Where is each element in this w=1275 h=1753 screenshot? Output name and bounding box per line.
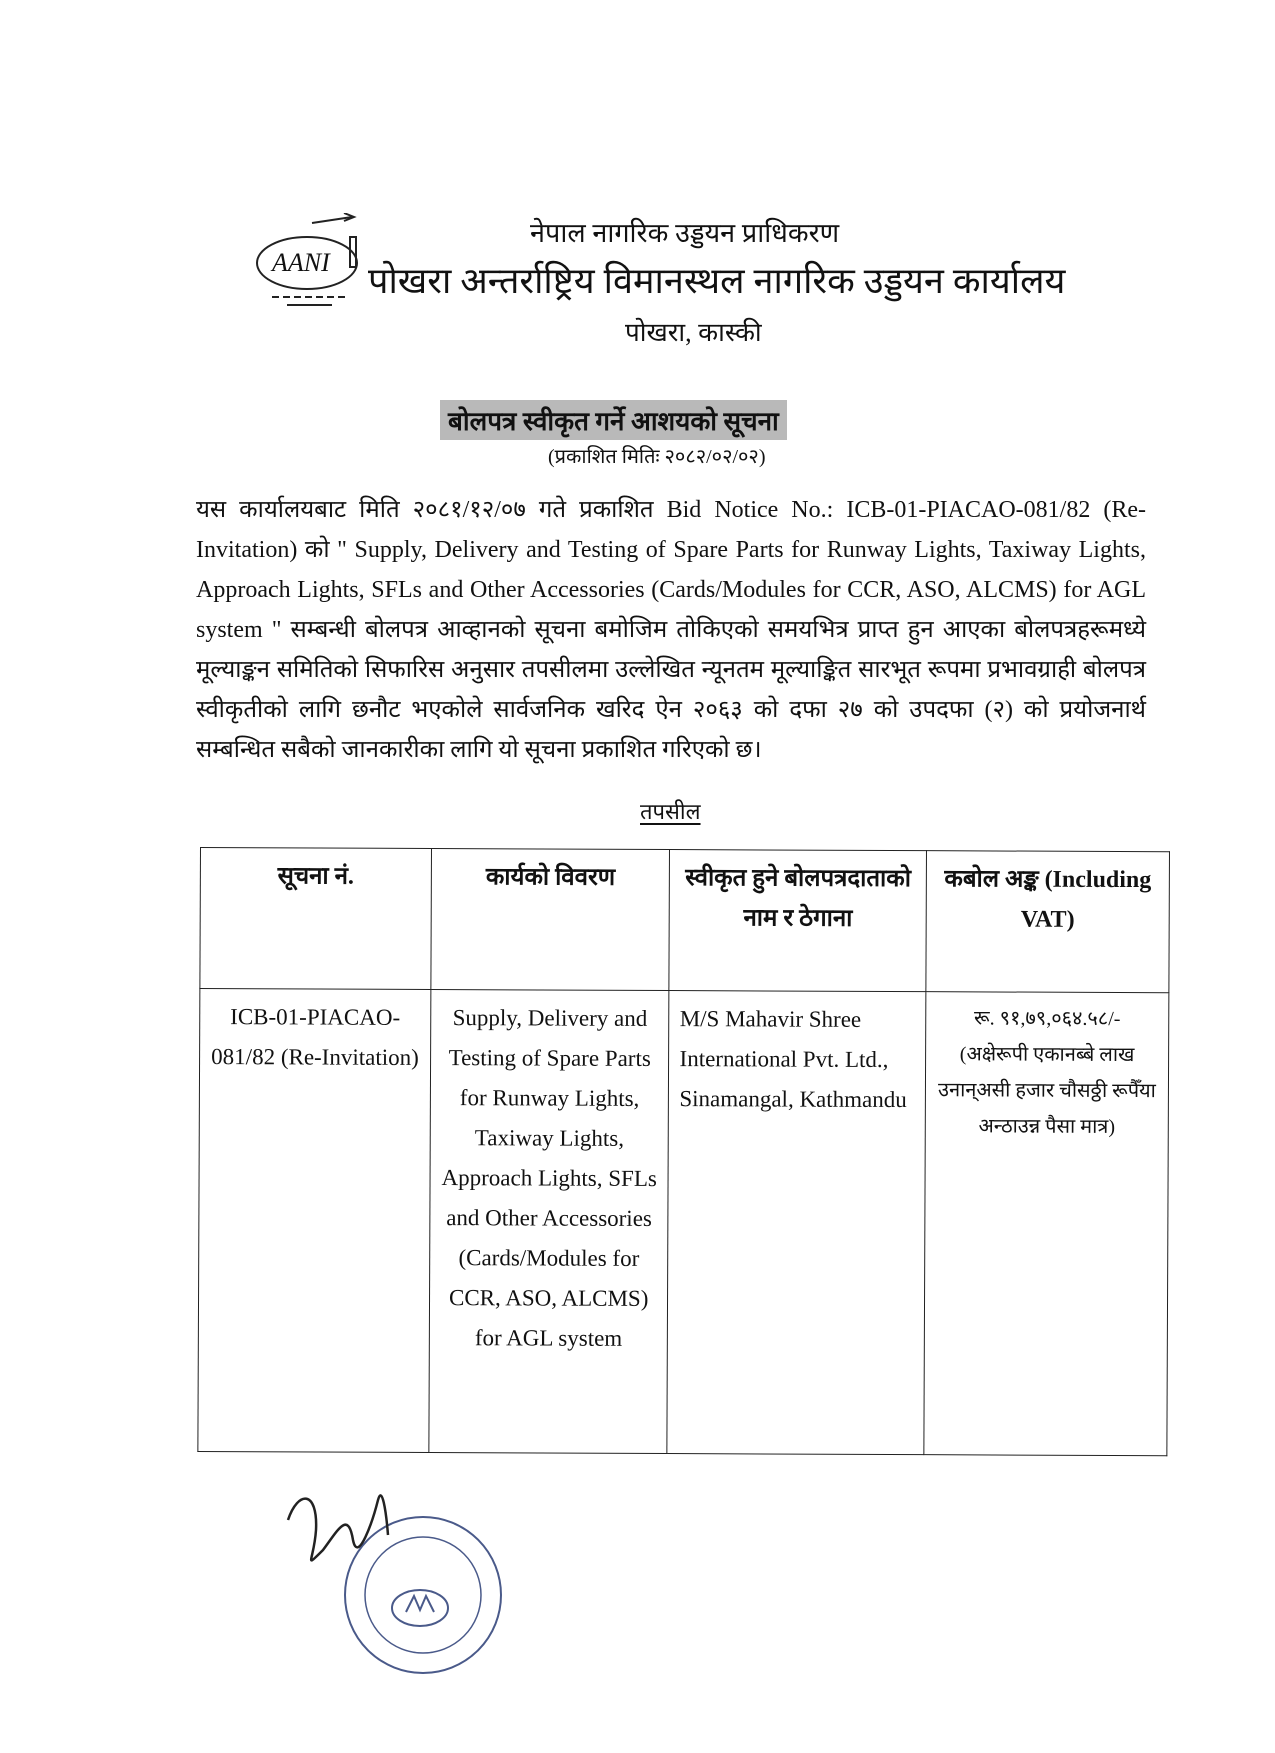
notice-title: बोलपत्र स्वीकृत गर्ने आशयको सूचना: [440, 400, 787, 440]
header-notice-no: सूचना नं.: [200, 848, 431, 990]
cell-bidder: M/S Mahavir Shree International Pvt. Ltd., Sinamangal, Kathmandu: [667, 991, 926, 1455]
svg-text:AANI: AANI: [272, 248, 330, 277]
header-bidder: स्वीकृत हुने बोलपत्रदाताको नाम र ठेगाना: [669, 850, 926, 992]
amount-figure: रू. ९१,७९,०६४.५८/-: [974, 1007, 1121, 1031]
office-location: पोखरा, कास्की: [625, 318, 762, 347]
table-row: [198, 989, 1169, 1456]
office-name: पोखरा अन्तर्राष्ट्रिय विमानस्थल नागरिक उड्डयन कार्यालय: [368, 261, 1066, 301]
cell-amount: [924, 992, 1169, 1456]
cell-notice-no: ICB-01-PIACAO-081/82 (Re-Invitation): [198, 989, 431, 1453]
header-amount: कबोल अङ्क (Including VAT): [926, 851, 1170, 993]
details-heading: तपसील: [640, 799, 701, 824]
table-header-row: [200, 848, 1170, 993]
cell-description: Supply, Delivery and Testing of Spare Parts for Runway Lights, Taxiway Lights, Approach Lights, SFLs and Other Accessories (Cards/Modules for CCR, ASO, ALCMS) for AGL system: [429, 990, 670, 1454]
signature-and-seal: [278, 1480, 508, 1680]
authority-name: नेपाल नागरिक उड्डयन प्राधिकरण: [530, 218, 840, 248]
notice-body: यस कार्यालयबाट मिति २०८१/१२/०७ गते प्रकाशित Bid Notice No.: ICB-01-PIACAO-081/82 (Re-Invitation) को " Supply, Delivery and Testing of Spare Parts for Runway Lights, Taxiway Lights, Approach Lights, SFLs and Other Accessories (Cards/Modules for CCR, ASO, ALCMS) for AGL system " सम्बन्धी बोलपत्र आव्हानको सूचना बमोजिम तोकिएको समयभित्र प्राप्त हुन आएका बोलपत्रहरूमध्ये मूल्याङ्कन समितिको सिफारिस अनुसार तपसीलमा उल्लेखित न्यूनतम मूल्याङ्कित सारभूत रूपमा प्रभावग्राही बोलपत्र स्वीकृतीको लागि छनौट भएकोले सार्वजनिक खरिद ऐन २०६३ को दफा २७ को उपदफा (२) को प्रयोजनार्थ सम्बन्धित सबैको जानकारीका लागि यो सूचना प्रकाशित गरिएको छ।: [196, 497, 1146, 763]
header-description: कार्यको विवरण: [431, 849, 670, 991]
published-date: (प्रकाशित मितिः २०८२/०२/०२): [548, 446, 766, 468]
amount-in-words: (अक्षेरूपी एकानब्बे लाख उनान्असी हजार चौसठ्ठी रूपैँया अन्ठाउन्न पैसा मात्र): [937, 1043, 1156, 1138]
letterhead: [240, 205, 1140, 347]
award-details-table: [197, 847, 1170, 1456]
aani-logo: [252, 213, 370, 309]
